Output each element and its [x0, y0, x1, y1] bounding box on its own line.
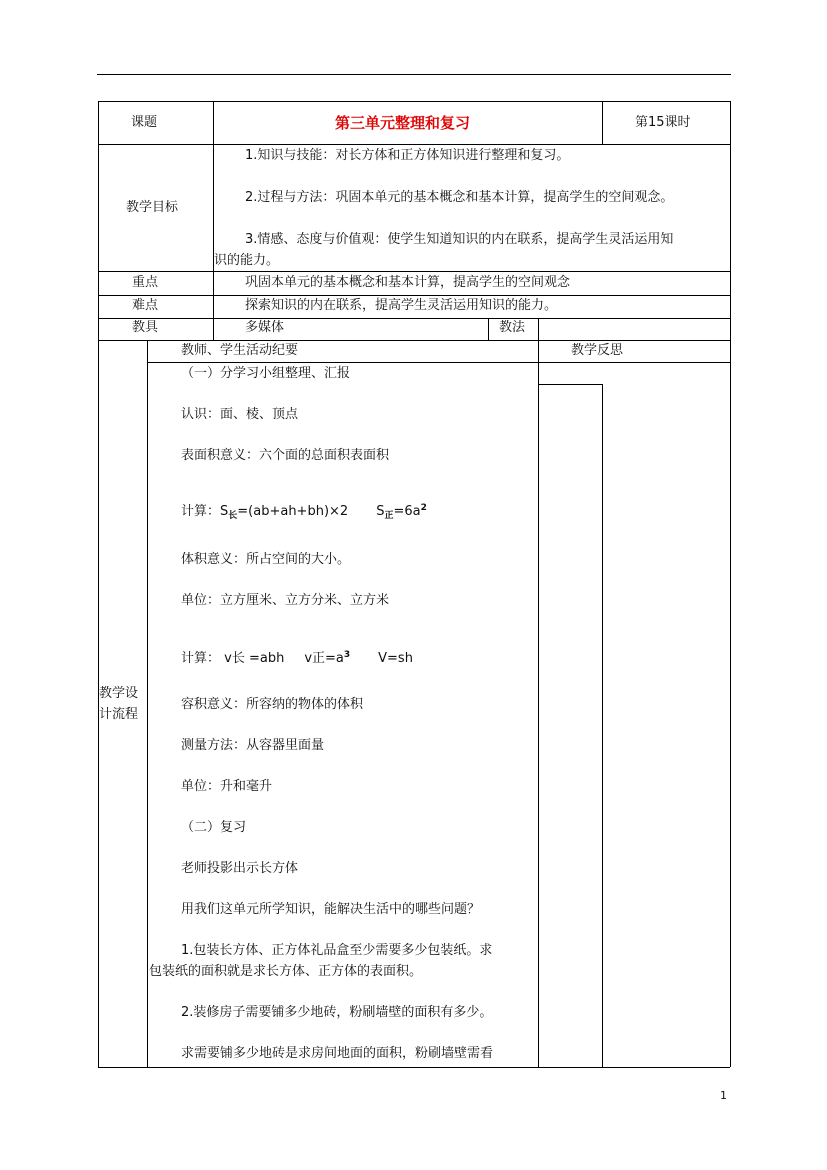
header-rule — [97, 74, 731, 75]
flow-line: 老师投影出示长方体 — [181, 861, 299, 876]
volume-formula: 计算： v长 =abh v正$=a^3$ V=sh — [181, 650, 413, 666]
flow-line: 单位：升和毫升 — [181, 779, 273, 794]
flow-line: 单位：立方厘米、立方分米、立方米 — [181, 593, 390, 608]
page-number: 1 — [720, 1089, 727, 1102]
flow-line: 认识：面、棱、顶点 — [181, 407, 299, 422]
flow-label-line2: 计流程 — [99, 707, 139, 722]
flow-line: 体积意义：所占空间的大小。 — [181, 552, 351, 567]
key-point-value: 巩固本单元的基本概念和基本计算，提高学生的空间观念 — [245, 275, 571, 290]
key-point-label: 重点 — [132, 275, 159, 290]
flow-line: （二）复习 — [181, 820, 247, 835]
flow-line: 测量方法：从容器里面量 — [181, 738, 325, 753]
objective-item: 1.知识与技能：对长方体和正方体知识进行整理和复习。 — [245, 148, 570, 163]
flow-line: （一）分学习小组整理、汇报 — [181, 366, 351, 381]
topic-label: 课题 — [131, 115, 158, 130]
flow-label-line1: 教学设 — [99, 686, 139, 701]
method-label: 教法 — [499, 320, 526, 335]
flow-line: 求需要铺多少地砖是求房间地面的面积，粉刷墙壁需看 — [181, 1046, 494, 1061]
flow-line: 用我们这单元所学知识，能解决生活中的哪些问题？ — [181, 902, 481, 917]
tools-label: 教具 — [132, 320, 159, 335]
reflection-column-header: 教学反思 — [571, 343, 624, 358]
flow-line: 容积意义：所容纳的物体的体积 — [181, 697, 364, 712]
objective-item: 3.情感、态度与价值观：使学生知道知识的内在联系，提高学生灵活运用知 — [245, 232, 674, 247]
lesson-title: 第三单元整理和复习 — [335, 114, 471, 132]
difficulty-value: 探索知识的内在联系，提高学生灵活运用知识的能力。 — [245, 298, 558, 313]
flow-line: 包装纸的面积就是求长方体、正方体的表面积。 — [149, 964, 423, 979]
activities-column-header: 教师、学生活动纪要 — [181, 343, 299, 358]
objective-item: 识的能力。 — [214, 253, 280, 268]
flow-line: 2.装修房子需要铺多少地砖，粉刷墙壁的面积有多少。 — [181, 1005, 493, 1020]
flow-line: 表面积意义：六个面的总面积表面积 — [181, 448, 390, 463]
flow-line: 1.包装长方体、正方体礼品盒至少需要多少包装纸。求 — [181, 943, 493, 958]
difficulty-label: 难点 — [132, 298, 159, 313]
objectives-label: 教学目标 — [126, 200, 179, 215]
surface-area-formula: 计算：$S_长=(ab+ah+bh)\times 2$ $S_正=6a^2$ — [181, 503, 427, 521]
lesson-number: 第15课时 — [635, 115, 691, 130]
objective-item: 2.过程与方法：巩固本单元的基本概念和基本计算，提高学生的空间观念。 — [245, 190, 674, 205]
tools-value: 多媒体 — [245, 320, 285, 335]
